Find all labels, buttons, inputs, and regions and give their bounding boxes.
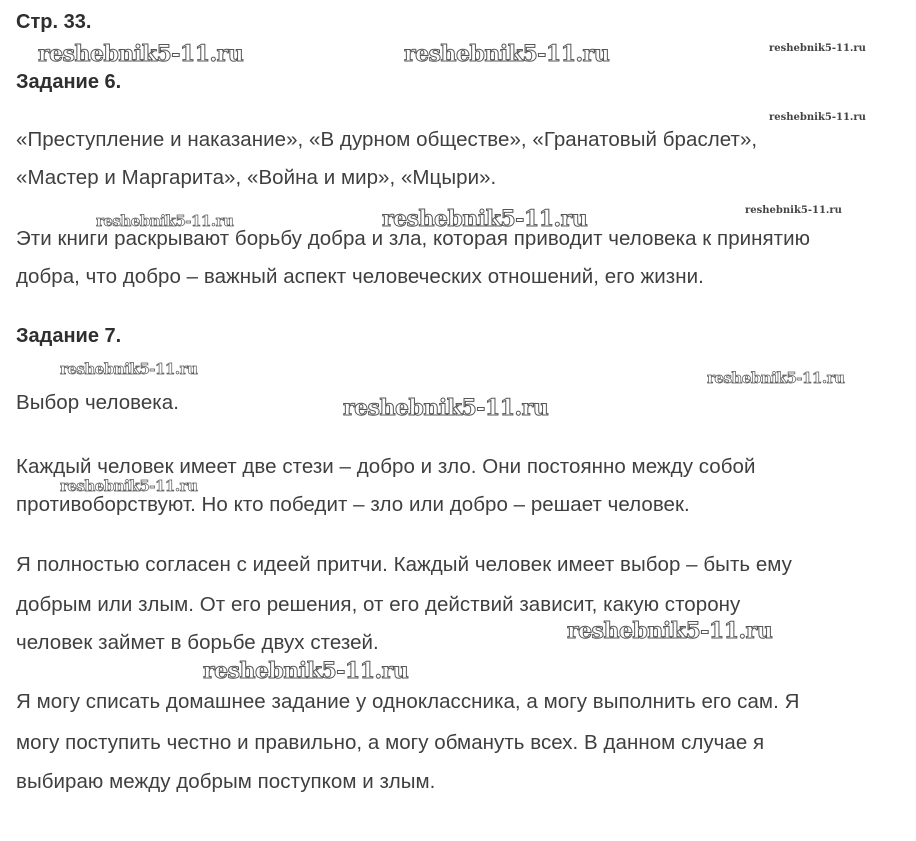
watermark-text: reshebnik5-11.ru [745, 205, 842, 216]
task-7-line-3: противоборствуют. Но кто победит – зло или добро – решает человек. [16, 493, 690, 516]
task-7-line-2: Каждый человек имеет две стези – добро и зло. Они постоянно между собой [16, 455, 756, 478]
watermark-text: reshebnik5-11.ru [769, 43, 866, 54]
watermark-text: reshebnik5-11.ru [60, 360, 198, 378]
watermark-text: reshebnik5-11.ru [404, 41, 610, 67]
task-6-heading: Задание 6. [16, 71, 122, 93]
watermark-text: reshebnik5-11.ru [60, 477, 198, 495]
watermark-text: reshebnik5-11.ru [769, 112, 866, 123]
watermark-text: reshebnik5-11.ru [382, 206, 588, 232]
task-6-line-1: «Преступление и наказание», «В дурном обществе», «Гранатовый браслет», [16, 128, 758, 151]
watermark-text: reshebnik5-11.ru [343, 395, 549, 421]
task-7-heading: Задание 7. [16, 325, 122, 347]
page-number-label: Стр. 33. [16, 11, 92, 33]
task-7-line-1: Выбор человека. [16, 391, 179, 414]
task-6-line-4: добра, что добро – важный аспект человеческих отношений, его жизни. [16, 265, 704, 288]
task-7-line-7: Я могу списать домашнее задание у одноклассника, а могу выполнить его сам. Я [16, 690, 800, 713]
watermark-text: reshebnik5-11.ru [707, 369, 845, 387]
task-7-line-9: выбираю между добрым поступком и злым. [16, 770, 436, 793]
task-7-line-5: добрым или злым. От его решения, от его действий зависит, какую сторону [16, 593, 741, 616]
watermark-text: reshebnik5-11.ru [567, 618, 773, 644]
task-6-line-2: «Мастер и Маргарита», «Война и мир», «Мцыри». [16, 166, 497, 189]
watermark-text: reshebnik5-11.ru [38, 41, 244, 67]
watermark-text: reshebnik5-11.ru [203, 658, 409, 684]
task-6-line-3: Эти книги раскрывают борьбу добра и зла, которая приводит человека к принятию [16, 227, 811, 250]
task-7-line-4: Я полностью согласен с идеей притчи. Каждый человек имеет выбор – быть ему [16, 553, 792, 576]
task-7-line-8: могу поступить честно и правильно, а могу обмануть всех. В данном случае я [16, 731, 765, 754]
task-7-line-6: человек займет в борьбе двух стезей. [16, 631, 379, 654]
watermark-text: reshebnik5-11.ru [96, 212, 234, 230]
